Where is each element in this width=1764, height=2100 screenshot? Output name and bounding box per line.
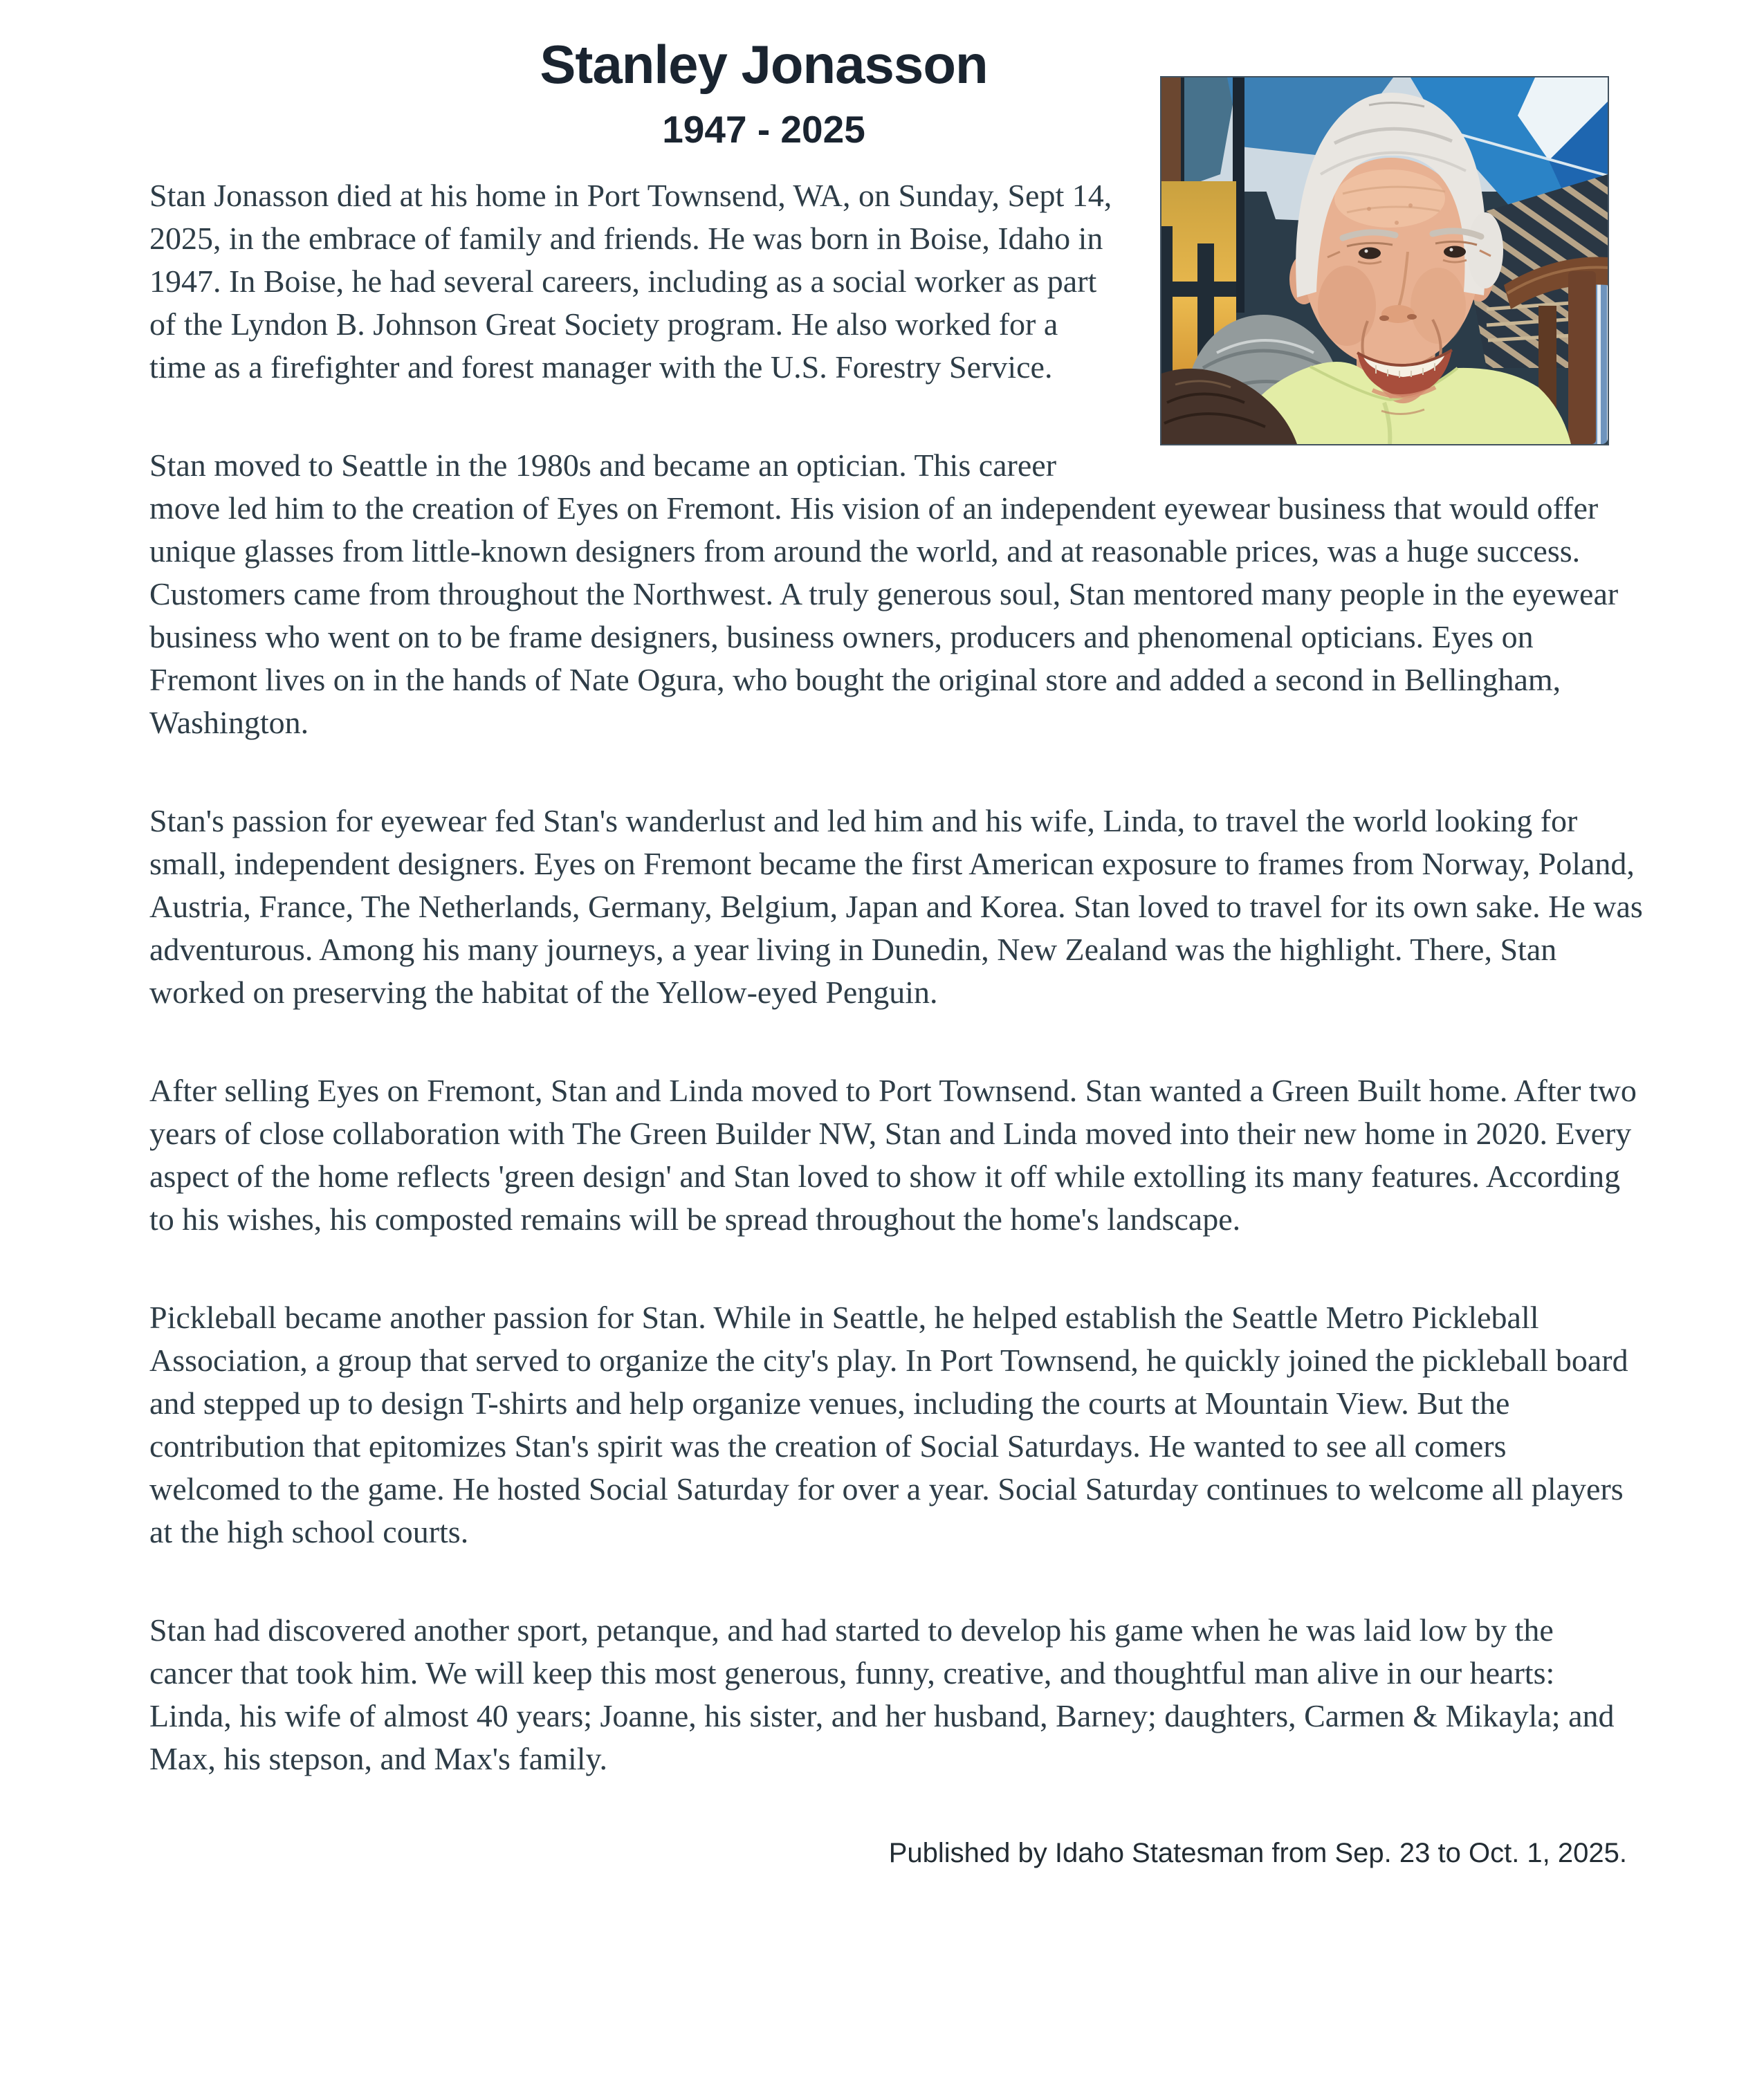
obituary-paragraph-4: After selling Eyes on Fremont, Stan and Linda moved to Port Townsend. Stan wanted a Green Built home. After two years of close collaboration with The Green Builder NW, Stan and Linda moved into their new home in 2020. Every aspect of the home reflects 'green design' and Stan loved to show it off while extolling its many features. According to his wishes, his composted remains will be spread throughout the home's landscape.: [149, 1073, 1637, 1237]
obituary-paragraph-1: Stan Jonasson died at his home in Port Townsend, WA, on Sunday, Sept 14, 2025, in the embrace of family and friends. He was born in Boise, Idaho in 1947. In Boise, he had several careers, including as a social worker as part of the Lyndon B. Johnson Great Society program. He also worked for a time as a firefighter and forest manager with the U.S. Forestry Service.: [149, 178, 1112, 385]
obituary-paragraph-5: Pickleball became another passion for Stan. While in Seattle, he helped establish the Seattle Metro Pickleball Association, a group that served to organize the city's play. In Port Townsend, he quickly joined the pickleball board and stepped up to design T-shirts and help organize venues, including the courts at Mountain View. But the contribution that epitomizes Stan's spirit was the creation of Social Saturdays. He wanted to see all comers welcomed to the game. He hosted Social Saturday for over a year. Social Saturday continues to welcome all players at the high school courts.: [149, 1300, 1628, 1549]
obituary-header: [0, 35, 1527, 151]
publication-note: Published by Idaho Statesman from Sep. 23 to Oct. 1, 2025.: [888, 1838, 1627, 1868]
deceased-name: Stanley Jonasson: [540, 34, 988, 95]
obituary-paragraph-6: Stan had discovered another sport, petanque, and had started to develop his game when he was laid low by the cancer that took him. We will keep this most generous, funny, creative, and thoughtful man alive in our hearts: Linda, his wife of almost 40 years; Joanne, his sister, and her husband, Barney; daughters, Carmen & Mikayla; and Max, his stepson, and Max's family.: [149, 1612, 1615, 1776]
obituary-paragraph-2: Stan moved to Seattle in the 1980s and became an optician. This career move led him to the creation of Eyes on Fremont. His vision of an independent eyewear business that would offer unique glasses from little-known designers from around the world, and at reasonable prices, was a huge success. Customers came from throughout the Northwest. A truly generous soul, Stan mentored many people in the eyewear business who went on to be frame designers, business owners, producers and phenomenal opticians. Eyes on Fremont lives on in the hands of Nate Ogura, who bought the original store and added a second in Bellingham, Washington.: [149, 448, 1619, 740]
life-years: 1947 - 2025: [662, 108, 865, 151]
obituary-paragraph-3: Stan's passion for eyewear fed Stan's wanderlust and led him and his wife, Linda, to travel the world looking for small, independent designers. Eyes on Fremont became the first American exposure to frames from Norway, Poland, Austria, France, The Netherlands, Germany, Belgium, Japan and Korea. Stan loved to travel for its own sake. He was adventurous. Among his many journeys, a year living in Dunedin, New Zealand was the highlight. There, Stan worked on preserving the habitat of the Yellow-eyed Penguin.: [149, 803, 1643, 1010]
